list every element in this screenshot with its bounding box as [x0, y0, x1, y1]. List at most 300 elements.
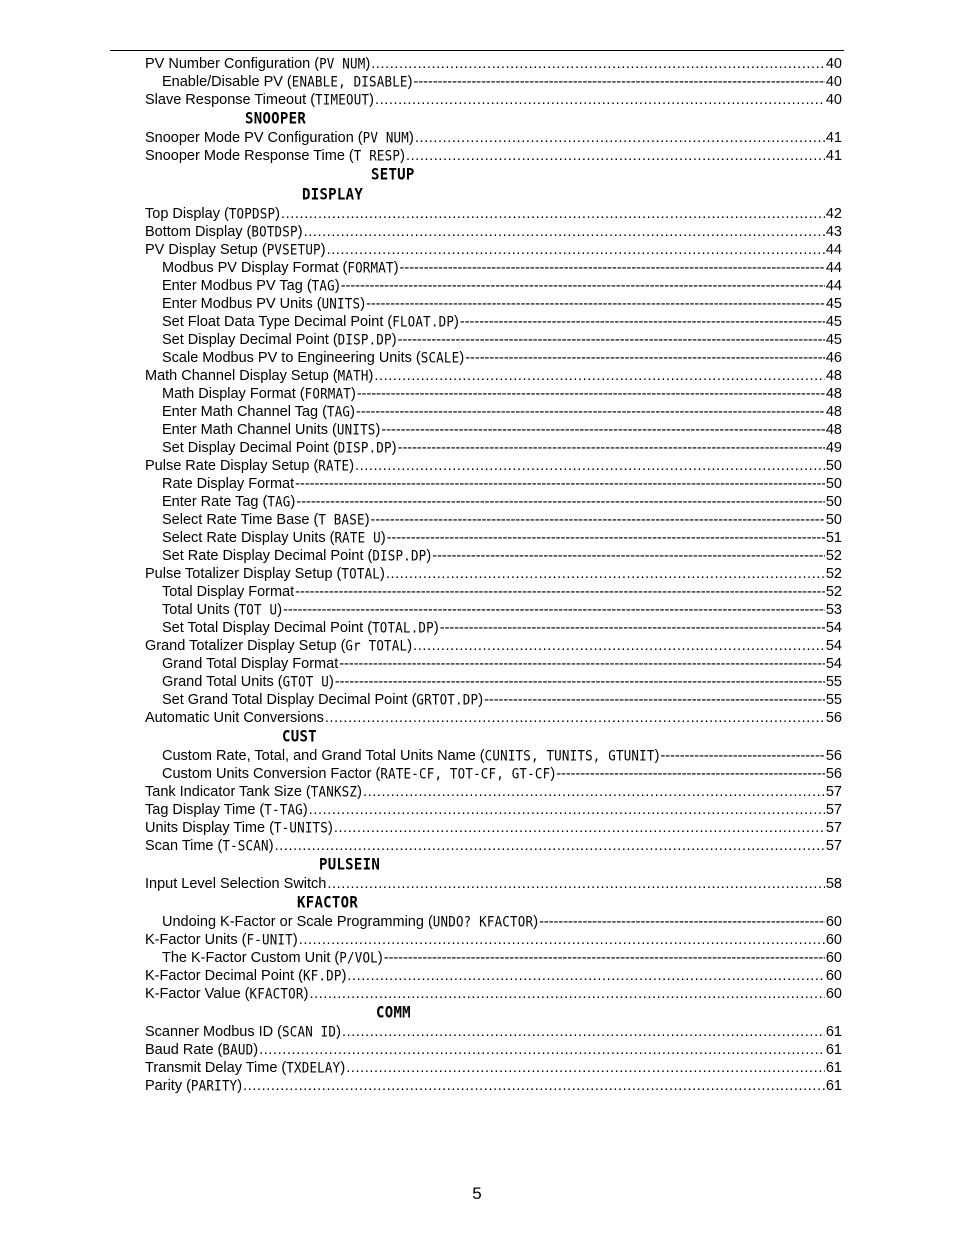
toc-entry-label: Custom Units Conversion Factor (: [162, 766, 381, 782]
toc-entry[interactable]: [145, 1077, 842, 1095]
toc-leader: [386, 565, 825, 583]
toc-entry-label: Input Level Selection Switch: [145, 876, 327, 892]
toc-entry[interactable]: [145, 1023, 842, 1041]
toc-entry[interactable]: [145, 223, 842, 241]
toc-page-number: 57: [825, 784, 842, 800]
toc-entry-code: FORMAT: [347, 258, 394, 277]
section-heading: DISPLAY: [302, 185, 364, 205]
toc-leader: [296, 493, 825, 511]
toc-entry-label: PV Number Configuration (: [145, 56, 320, 72]
section-heading: CUST: [282, 727, 317, 747]
toc-entry-title: [162, 655, 338, 673]
toc-entry[interactable]: [145, 1059, 842, 1077]
toc-entry-suffix: ): [253, 1042, 259, 1058]
toc-page-number: 50: [825, 512, 842, 528]
toc-entry-code: TOPDSP: [228, 204, 276, 223]
toc-entry[interactable]: [145, 583, 842, 601]
toc-page-number: 45: [825, 332, 842, 348]
toc-leader: [327, 241, 825, 259]
toc-page-number: 60: [825, 968, 842, 984]
toc-leader: [366, 295, 825, 313]
toc-leader: [363, 783, 825, 801]
toc-entry[interactable]: [145, 313, 842, 331]
toc-entry[interactable]: [145, 765, 842, 783]
toc-entry-suffix: ): [297, 224, 303, 240]
toc-page-number: 46: [825, 350, 842, 366]
toc-leader: [539, 913, 825, 931]
toc-page-number: 54: [825, 656, 842, 672]
toc-entry-title: [162, 493, 295, 511]
toc-entry-title: [162, 313, 459, 331]
toc-entry-suffix: ): [533, 914, 539, 930]
toc-entry-title: [162, 765, 555, 783]
toc-entry[interactable]: [145, 709, 842, 727]
toc-entry-label: Set Rate Display Decimal Point (: [162, 548, 373, 564]
toc-entry-title: [162, 583, 294, 601]
toc-entry-title: [145, 819, 333, 837]
toc-entry-label: Select Rate Time Base (: [162, 512, 319, 528]
toc-entry-suffix: ): [292, 932, 298, 948]
toc-entry-code: MATH: [337, 366, 369, 385]
toc-entry-title: [145, 241, 326, 259]
toc-page-number: 48: [825, 404, 842, 420]
toc-entry-code: PV NUM: [362, 128, 409, 147]
toc-leader: [304, 223, 825, 241]
toc-page-number: 54: [825, 620, 842, 636]
toc-entry-title: [145, 783, 362, 801]
toc-entry-suffix: ): [303, 986, 309, 1002]
toc-entry[interactable]: [145, 349, 842, 367]
toc-entry-code: T-SCAN: [222, 836, 269, 855]
toc-page-number: 53: [825, 602, 842, 618]
toc-entry-label: Custom Rate, Total, and Grand Total Units Name (: [162, 748, 485, 764]
toc-entry[interactable]: [145, 205, 842, 223]
toc-entry[interactable]: [145, 565, 842, 583]
toc-entry-title: [162, 601, 282, 619]
toc-entry-label: K-Factor Units (: [145, 932, 247, 948]
toc-entry-code: GRTOT.DP: [416, 690, 479, 709]
toc-entry[interactable]: [145, 547, 842, 565]
toc-entry-code: T-TAG: [264, 800, 303, 819]
toc-entry-suffix: ): [365, 56, 371, 72]
toc-entry-suffix: ): [454, 314, 459, 330]
toc-page-number: 60: [825, 914, 842, 930]
toc-page-number: 40: [825, 74, 842, 90]
toc-entry-code: TAG: [311, 276, 335, 295]
toc-entry-title: [162, 277, 340, 295]
toc-entry[interactable]: [145, 475, 842, 493]
table-of-contents: [145, 55, 842, 1095]
toc-page-number: 40: [825, 56, 842, 72]
toc-entry[interactable]: [145, 783, 842, 801]
toc-entry-code: CUNITS, TUNITS, GTUNIT: [484, 746, 655, 765]
toc-entry-label: Undoing K-Factor or Scale Programming (: [162, 914, 433, 930]
toc-entry-code: TAG: [267, 492, 291, 511]
toc-entry-label: Select Rate Display Units (: [162, 530, 335, 546]
toc-entry-title: [145, 931, 298, 949]
toc-entry-title: [162, 403, 355, 421]
toc-page-number: 61: [825, 1060, 842, 1076]
toc-page-number: 44: [825, 278, 842, 294]
toc-entry-title: [162, 747, 659, 765]
toc-page-number: 55: [825, 692, 842, 708]
toc-entry[interactable]: [145, 331, 842, 349]
toc-entry-code: TOTAL.DP: [372, 618, 434, 637]
toc-entry-suffix: ): [302, 802, 308, 818]
toc-entry-suffix: ): [340, 1060, 346, 1076]
toc-leader: [275, 837, 825, 855]
toc-entry[interactable]: [145, 619, 842, 637]
toc-entry-label: Enter Math Channel Units (: [162, 422, 337, 438]
toc-page-number: 54: [825, 638, 842, 654]
toc-entry-label: Set Float Data Type Decimal Point (: [162, 314, 393, 330]
toc-page-number: 52: [825, 548, 842, 564]
toc-entry-code: UNITS: [336, 420, 376, 439]
toc-entry-title: [145, 367, 373, 385]
toc-leader: [309, 985, 824, 1003]
toc-entry-code: BAUD: [222, 1040, 254, 1059]
toc-leader: [400, 259, 825, 277]
toc-entry[interactable]: [145, 295, 842, 313]
toc-page-number: 60: [825, 932, 842, 948]
toc-entry-title: [162, 475, 294, 493]
toc-page-number: 44: [825, 242, 842, 258]
toc-entry[interactable]: [145, 421, 842, 439]
toc-entry-code: PARITY: [190, 1076, 238, 1095]
toc-page-number: 48: [825, 368, 842, 384]
toc-entry-title: [145, 55, 370, 73]
toc-page-number: 50: [825, 458, 842, 474]
section-heading: PULSEIN: [319, 855, 381, 875]
toc-entry-code: TAG: [326, 402, 351, 421]
toc-entry[interactable]: [145, 655, 842, 673]
toc-entry-code: RATE: [318, 456, 350, 475]
toc-entry-suffix: ): [393, 260, 399, 276]
toc-entry-title: [162, 673, 334, 691]
toc-entry-title: [162, 529, 386, 547]
toc-leader: [371, 511, 825, 529]
toc-entry-title: [145, 801, 308, 819]
toc-entry-suffix: ): [336, 1024, 341, 1040]
toc-page-number: 51: [825, 530, 842, 546]
toc-entry-title: [162, 73, 413, 91]
toc-entry[interactable]: [145, 801, 842, 819]
toc-leader: [243, 1077, 825, 1095]
toc-leader: [283, 601, 825, 619]
toc-entry-title: [145, 205, 280, 223]
toc-entry[interactable]: [145, 691, 842, 709]
toc-page-number: 52: [825, 566, 842, 582]
toc-leader: [342, 1023, 825, 1041]
toc-entry[interactable]: [145, 385, 842, 403]
toc-entry-label: Scanner Modbus ID (: [145, 1024, 283, 1040]
toc-entry-code: RATE U: [334, 528, 381, 547]
toc-entry-title: [162, 385, 356, 403]
toc-entry-title: [162, 691, 483, 709]
toc-entry-suffix: ): [380, 566, 385, 582]
toc-entry[interactable]: [145, 837, 842, 855]
toc-leader: [295, 583, 825, 601]
toc-entry-code: TOT U: [238, 600, 278, 619]
toc-entry-suffix: ): [364, 512, 370, 528]
toc-page-number: 56: [825, 748, 842, 764]
toc-entry-code: KF.DP: [302, 966, 342, 985]
toc-entry[interactable]: [145, 259, 842, 277]
toc-entry-code: TXDELAY: [286, 1058, 341, 1077]
toc-leader: [414, 73, 825, 91]
toc-leader: [347, 967, 824, 985]
toc-page-number: 56: [825, 710, 842, 726]
toc-entry-code: FORMAT: [304, 384, 351, 403]
toc-entry-label: Math Channel Display Setup (: [145, 368, 338, 384]
toc-entry[interactable]: [145, 91, 842, 109]
toc-entry-suffix: ): [360, 296, 366, 312]
toc-leader: [398, 331, 825, 349]
toc-entry[interactable]: [145, 457, 842, 475]
toc-entry-label: Transmit Delay Time (: [145, 1060, 287, 1076]
toc-entry-code: T-UNITS: [273, 818, 329, 837]
toc-entry[interactable]: [145, 601, 842, 619]
toc-entry-suffix: ): [400, 148, 405, 164]
toc-entry[interactable]: [145, 819, 842, 837]
toc-entry-label: Grand Total Display Format: [162, 656, 339, 672]
toc-entry-title: [162, 511, 370, 529]
toc-page-number: 45: [825, 296, 842, 312]
toc-leader: [484, 691, 825, 709]
toc-entry[interactable]: [145, 493, 842, 511]
toc-entry-title: [145, 1077, 242, 1095]
toc-leader: [556, 765, 825, 783]
toc-entry-code: T BASE: [318, 510, 365, 529]
toc-entry-suffix: ): [433, 620, 439, 636]
toc-entry[interactable]: [145, 747, 842, 765]
toc-entry-title: [145, 967, 346, 985]
toc-entry[interactable]: [145, 967, 842, 985]
toc-entry-label: Units Display Time (: [145, 820, 274, 836]
toc-entry[interactable]: [145, 637, 842, 655]
toc-entry-code: GTOT U: [282, 672, 329, 691]
toc-entry-label: Set Grand Total Display Decimal Point (: [162, 692, 417, 708]
toc-entry[interactable]: [145, 931, 842, 949]
toc-leader: [309, 801, 825, 819]
toc-entry-label: K-Factor Value (: [145, 986, 250, 1002]
toc-entry-title: [145, 223, 303, 241]
toc-page-number: 50: [825, 494, 842, 510]
toc-entry[interactable]: [145, 73, 842, 91]
toc-page-number: 57: [825, 802, 842, 818]
toc-leader: [325, 709, 825, 727]
toc-entry-title: [162, 421, 380, 439]
toc-page-number: 50: [825, 476, 842, 492]
toc-page-number: 42: [825, 206, 842, 222]
toc-entry-code: KFACTOR: [249, 984, 304, 1003]
toc-leader: [432, 547, 825, 565]
toc-entry-label: Baud Rate (: [145, 1042, 223, 1058]
toc-leader: [660, 747, 824, 765]
toc-entry[interactable]: [145, 147, 842, 165]
toc-page-number: 56: [825, 766, 842, 782]
toc-entry-suffix: ): [268, 838, 274, 854]
toc-entry[interactable]: [145, 673, 842, 691]
toc-entry-suffix: ): [328, 820, 333, 836]
toc-entry-title: [145, 985, 308, 1003]
toc-entry-label: Enter Modbus PV Tag (: [162, 278, 312, 294]
toc-page-number: 41: [825, 130, 842, 146]
toc-entry-label: Pulse Totalizer Display Setup (: [145, 566, 342, 582]
toc-entry-title: [145, 129, 414, 147]
toc-page-number: 41: [825, 148, 842, 164]
toc-entry-code: TIMEOUT: [315, 90, 370, 109]
toc-entry[interactable]: [145, 241, 842, 259]
toc-entry-suffix: ): [375, 422, 381, 438]
toc-page-number: 48: [825, 386, 842, 402]
toc-leader: [381, 421, 824, 439]
toc-entry-title: [162, 349, 464, 367]
toc-entry-suffix: ): [459, 350, 465, 366]
toc-entry-suffix: ): [350, 404, 355, 420]
toc-entry-title: [145, 565, 385, 583]
toc-page-number: 43: [825, 224, 842, 240]
toc-entry[interactable]: [145, 875, 842, 893]
toc-entry-code: Gr TOTAL: [345, 636, 408, 655]
toc-entry-suffix: ): [654, 748, 660, 764]
toc-entry-label: Total Display Format: [162, 584, 295, 600]
toc-entry-title: [162, 547, 431, 565]
toc-entry-label: Enter Modbus PV Units (: [162, 296, 322, 312]
toc-entry[interactable]: [145, 985, 842, 1003]
toc-entry-label: Rate Display Format: [162, 476, 295, 492]
toc-entry-label: Pulse Rate Display Setup (: [145, 458, 319, 474]
toc-page-number: 60: [825, 986, 842, 1002]
toc-leader: [357, 385, 825, 403]
toc-entry-suffix: ): [350, 386, 356, 402]
toc-entry-label: PV Display Setup (: [145, 242, 267, 258]
toc-entry-suffix: ): [328, 674, 334, 690]
toc-entry-title: [145, 709, 324, 727]
toc-entry-code: PV NUM: [319, 54, 366, 73]
toc-leader: [384, 949, 825, 967]
section-heading: SETUP: [371, 165, 415, 185]
toc-leader: [341, 277, 825, 295]
toc-entry-label: Snooper Mode Response Time (: [145, 148, 354, 164]
toc-entry-code: DISP.DP: [372, 546, 427, 565]
toc-entry-suffix: ): [369, 92, 374, 108]
toc-entry[interactable]: [145, 403, 842, 421]
toc-entry-label: Set Display Decimal Point (: [162, 332, 338, 348]
toc-entry-label: Enable/Disable PV (: [162, 74, 292, 90]
toc-leader: [465, 349, 825, 367]
toc-entry-title: [162, 949, 383, 967]
section-heading: SNOOPER: [245, 109, 307, 129]
toc-entry-label: Set Total Display Decimal Point (: [162, 620, 373, 636]
toc-leader: [406, 147, 825, 165]
toc-leader: [387, 529, 825, 547]
toc-leader: [299, 931, 825, 949]
toc-leader: [346, 1059, 825, 1077]
toc-entry-suffix: ): [380, 530, 386, 546]
toc-entry-title: [145, 147, 405, 165]
toc-entry-suffix: ): [377, 950, 383, 966]
toc-entry-title: [145, 837, 274, 855]
toc-entry-title: [145, 91, 374, 109]
toc-entry-suffix: ): [357, 784, 362, 800]
toc-entry-label: Automatic Unit Conversions: [145, 710, 324, 726]
toc-entry-title: [162, 331, 397, 349]
toc-page-number: 60: [825, 950, 842, 966]
toc-entry-title: [145, 637, 412, 655]
toc-entry-code: F-UNIT: [246, 930, 293, 949]
toc-entry[interactable]: [145, 949, 842, 967]
toc-entry-title: [162, 439, 397, 457]
toc-entry[interactable]: [145, 913, 842, 931]
toc-entry-title: [145, 1023, 341, 1041]
toc-entry-label: Grand Total Units (: [162, 674, 283, 690]
toc-entry-title: [145, 875, 326, 893]
toc-leader: [281, 205, 825, 223]
toc-entry-label: Enter Rate Tag (: [162, 494, 268, 510]
toc-leader: [259, 1041, 825, 1059]
toc-entry[interactable]: [145, 439, 842, 457]
toc-entry-label: Total Units (: [162, 602, 239, 618]
toc-leader: [334, 819, 825, 837]
toc-entry-label: The K-Factor Custom Unit (: [162, 950, 340, 966]
toc-entry[interactable]: [145, 1041, 842, 1059]
toc-entry-code: SCALE: [420, 348, 460, 367]
toc-entry-suffix: ): [426, 548, 432, 564]
toc-page-number: 57: [825, 838, 842, 854]
toc-entry-label: Enter Math Channel Tag (: [162, 404, 327, 420]
toc-entry-label: Parity (: [145, 1078, 191, 1094]
toc-entry[interactable]: [145, 129, 842, 147]
toc-entry[interactable]: [145, 511, 842, 529]
toc-entry-label: Bottom Display (: [145, 224, 252, 240]
toc-leader: [339, 655, 825, 673]
toc-leader: [335, 673, 825, 691]
toc-entry[interactable]: [145, 277, 842, 295]
toc-entry-title: [162, 295, 365, 313]
section-heading: COMM: [376, 1003, 411, 1023]
toc-entry-title: [162, 619, 439, 637]
toc-entry[interactable]: [145, 55, 842, 73]
toc-leader: [460, 313, 825, 331]
toc-entry-label: Scale Modbus PV to Engineering Units (: [162, 350, 421, 366]
toc-page-number: 55: [825, 674, 842, 690]
toc-entry-label: Top Display (: [145, 206, 229, 222]
toc-entry-label: K-Factor Decimal Point (: [145, 968, 303, 984]
toc-entry-code: RATE-CF, TOT-CF, GT-CF: [380, 764, 551, 783]
toc-entry-suffix: ): [391, 440, 397, 456]
toc-entry-code: DISP.DP: [337, 438, 392, 457]
page-number: 5: [472, 1184, 482, 1203]
toc-entry-label: Scan Time (: [145, 838, 223, 854]
toc-entry-code: T RESP: [353, 146, 401, 165]
toc-entry-label: Tag Display Time (: [145, 802, 265, 818]
toc-entry-suffix: ): [277, 602, 283, 618]
toc-entry-suffix: ): [275, 206, 281, 222]
toc-entry-label: Snooper Mode PV Configuration (: [145, 130, 363, 146]
toc-page-number: 57: [825, 820, 842, 836]
toc-leader: [375, 91, 825, 109]
toc-entry-label: Set Display Decimal Point (: [162, 440, 338, 456]
toc-entry[interactable]: [145, 529, 842, 547]
toc-leader: [413, 637, 825, 655]
toc-entry-suffix: ): [320, 242, 326, 258]
toc-entry-suffix: ): [290, 494, 296, 510]
toc-entry[interactable]: [145, 367, 842, 385]
toc-entry-suffix: ): [409, 130, 414, 146]
toc-leader: [398, 439, 825, 457]
toc-entry-code: ENABLE, DISABLE: [291, 72, 408, 91]
